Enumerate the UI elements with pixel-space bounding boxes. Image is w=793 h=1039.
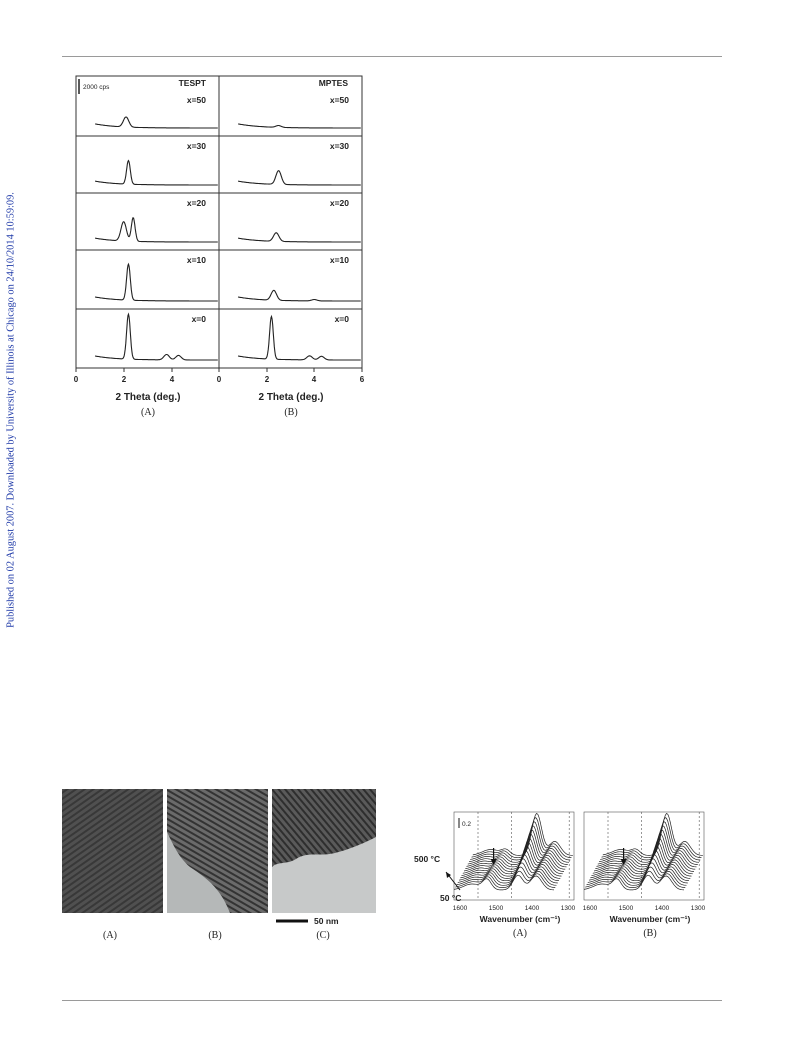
ir-x-axis-title-a: Wavenumber (cm⁻¹) [479,914,561,924]
x-tick-b-6: 6 [359,375,365,384]
download-note-text: Published on 02 August 2007. Downloaded by University of Illinois at Chicago on 24/10/2014 10:59:09. [5,192,17,628]
x-tick-a-2: 2 [121,375,127,384]
trace-label-b-x20: x=20 [329,198,349,208]
trace-label-a-x50: x=50 [186,95,206,105]
tem-image-b [167,789,268,913]
scale-bar-label: 50 nm [314,916,339,926]
ir-spectrum-b [600,822,700,860]
xrd-trace-a-x20 [95,218,218,242]
ir-spectrum-a [473,814,573,856]
ir-spectrum-a [470,822,570,860]
ir-stack-b [584,812,704,900]
trace-label-a-x0: x=0 [191,314,206,324]
ir-figure [410,798,710,948]
ir-x-axis-title-b: Wavenumber (cm⁻¹) [609,914,691,924]
caption-ir-b: (B) [643,928,657,939]
ir-arrow-head-a [491,859,497,865]
download-note [3,185,19,635]
tem-image-a [62,789,163,913]
ir-spectrum-b [602,818,702,858]
trace-label-b-x0: x=0 [334,314,349,324]
xrd-trace-a-x10 [95,264,218,301]
ir-x-tick-a-1500: 1500 [488,905,504,912]
ir-spectrum-b [603,814,703,856]
ir-spectrum-a [468,830,568,865]
ir-frame-b [584,812,704,900]
x-tick-b-0: 0 [216,375,222,384]
xrd-trace-b-x30 [238,171,361,185]
xrd-trace-a-x30 [95,161,218,185]
x-tick-a-0: 0 [73,375,79,384]
ir-x-tick-a-1400: 1400 [524,905,540,912]
caption-xrd-a: (A) [141,407,155,418]
panel-title-b: MPTES [318,78,348,88]
ir-arrow-head-b [621,859,627,865]
ir-stack-a [454,812,574,900]
xrd-trace-a-x50 [95,117,218,128]
xrd-trace-b-x10 [238,290,361,301]
caption-tem-a: (A) [103,930,117,941]
x-tick-b-2: 2 [264,375,270,384]
trace-label-b-x50: x=50 [329,95,349,105]
trace-label-b-x30: x=30 [329,141,349,151]
xrd-trace-b-x20 [238,233,361,242]
bottom-rule [62,1000,722,1001]
xrd-figure [60,70,380,425]
x-axis-title-a: 2 Theta (deg.) [115,392,181,403]
caption-tem-c: (C) [316,930,330,941]
trace-label-b-x10: x=10 [329,255,349,265]
trace-label-a-x20: x=20 [186,198,206,208]
ir-x-tick-b-1400: 1400 [654,905,670,912]
top-rule [62,56,722,57]
ir-x-tick-a-1300: 1300 [560,905,576,912]
scale-bar [79,79,110,94]
xrd-trace-b-x50 [238,124,361,128]
ir-x-tick-b-1300: 1300 [690,905,706,912]
caption-xrd-b: (B) [284,407,298,418]
ir-scale-label: 0.2 [462,821,472,828]
temp-high-label: 500 °C [414,854,441,864]
x-tick-b-4: 4 [311,375,317,384]
ir-x-tick-b-1600: 1600 [582,905,598,912]
ir-x-tick-b-1500: 1500 [618,905,634,912]
ir-spectrum-a [472,818,572,858]
tem-figure [60,787,380,945]
x-tick-a-4: 4 [169,375,175,384]
panel-title-a: TESPT [178,78,206,88]
ir-spectrum-b [598,830,698,865]
tem-image-c [272,789,376,913]
ir-frame-a [454,812,574,900]
caption-tem-b: (B) [208,930,222,941]
caption-ir-a: (A) [513,928,527,939]
ir-x-tick-a-1600: 1600 [452,905,468,912]
trace-label-a-x10: x=10 [186,255,206,265]
temp-low-label: 50 °C [440,893,462,903]
scale-label: 2000 cps [83,84,110,91]
trace-label-a-x30: x=30 [186,141,206,151]
x-axis-title-b: 2 Theta (deg.) [258,392,324,403]
